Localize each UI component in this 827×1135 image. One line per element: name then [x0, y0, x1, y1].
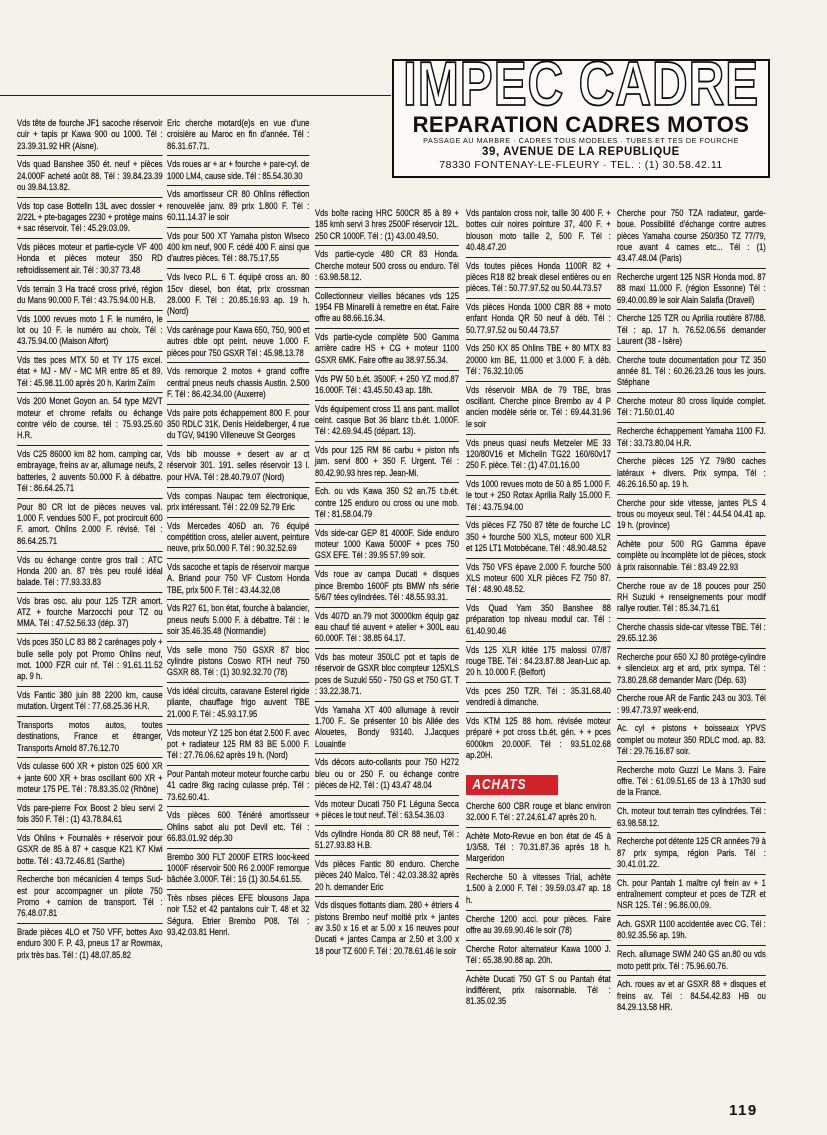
classified-ad: Vds KTM 125 88 hom. révisée moteur préparé + pot cross t.b.ét. gén. + + pces 6000km 20.000F. Tél : 93.51.02.68 ap.20H. — [466, 712, 611, 765]
classifieds-column-3 — [315, 208, 459, 960]
classified-ad: Ach. GSXR 1100 accidentée avec CG. Tél : 80.92.35.56 ap. 19h. — [617, 915, 766, 945]
classified-ad: Vds 1000 revues moto 1 F. le numéro, le lot ou 10 F. le numéro au choix. Tél : 43.75.94.00 (Maison Alfort) — [17, 310, 163, 351]
classified-ad: Vds pièces 600 Ténéré amortisseur Ohlins sabot alu pot Devil etc. Tél : 66.83.01.92 dép.30 — [167, 806, 309, 847]
classified-ad: Vds bras osc. alu pour 125 TZR amort. ATZ + fourche Marzocchi pour TZ ou MMA. Tél : 47.52.56.33 (dép. 37) — [17, 592, 163, 633]
classified-ad: Vds pantalon cross noir, taille 30 400 F. + bottes cuir noires pointure 37, 400 F. + blouson moto taille 2, 500 F. Tél : 40.48.47.20 — [466, 208, 611, 253]
classified-ad: Ch. pour Pantah 1 maître cyl frein av + 1 entraînement compteur et pces de TZR et NSR 125. Tél : 96.86.00.09. — [617, 874, 766, 915]
classified-ad: Cherche pour 750 TZA radiateur, garde-boue. Possibilité d'échange contre autres pièces Yamaha course 250/350 TZ 77/79, roue avant 4 cames etc... Tél : (1) 43.47.48.04 (Paris) — [617, 208, 766, 265]
classified-ad: Vds 250 KX 85 Ohlins TBE + 80 MTX 83 20000 km BE, 11.000 et 3.000 F. à déb. Tél : 76.32.10.05 — [466, 339, 611, 380]
classified-ad: Achète Ducati 750 GT S ou Pantah état indifférent, prix raisonnable. Tél : 81.35.02.35 — [466, 970, 611, 1011]
classified-ad: Vds moteur Ducati 750 F1 Léguna Secca + pièces le tout neuf. Tél : 63.54.36.03 — [315, 795, 459, 825]
classified-ad: Cherche toute documentation pour TZ 350 année 81. Tél : 60.26.23.26 tous les jours. Stéphane — [617, 351, 766, 392]
advertisement-city-phone: 78330 FONTENAY-LE-FLEURY · TEL. : (1) 30.58.42.11 — [439, 159, 723, 171]
classified-ad: Vds compas Naupac tem électronique, prix intéressant. Tél : 22.09 52.79 Eric — [167, 487, 309, 517]
advertiser-logo: IMPEC CADRE — [402, 59, 760, 119]
classified-ad: Vds R27 61, bon état, fourche à balancier, pneus neufs 5.000 F. à débattre. Tél : le soir 35.46.35.48 (Normandie) — [167, 599, 309, 640]
classified-ad: Vds décors auto-collants pour 750 H272 bleu ou or 250 F. ou échange contre pièces de H2. Tél : (1) 43.47 48.04 — [315, 753, 459, 794]
classified-ad: Cherche 125 TZR ou Aprilia routière 87/88. Tél : ap. 17 h. 76.52.06.56 demander Laurent (38 - Isère) — [617, 309, 766, 350]
classified-ad: Pour Pantah moteur moteur fourche carbu 41 cadre 8kg racing culasse prép. Tél : 73.62.60.41. — [167, 765, 309, 806]
classified-ad: Recherche pot détente 125 CR années 79 à 87 prix sympa, région Paris. Tél : 30.41.01.22. — [617, 832, 766, 873]
classified-ad: Vds culasse 600 XR + piston 025 600 XR + jante 600 XR + bras oscillant 600 XR + moteur 175 PE. Tél : 78.83.35.02 (Rhône) — [17, 757, 163, 798]
classified-ad: Vds moteur YZ 125 bon état 2.500 F. avec pot + radiateur 125 RM 83 BE 5.000 F. Tél : 27.76.06.62 après 19 h. (Nord) — [167, 724, 309, 765]
classified-ad: Cherche roue AR de Fantic 243 ou 303. Tél : 99.47.73.97 week-end. — [617, 689, 766, 719]
classified-ad: Collectionneur vieilles bécanes vds 125 1954 FB Minarelli à remettre en état. Faire offre au 88.66.16.34. — [315, 287, 459, 328]
classified-ad: Cherche Rotor alternateur Kawa 1000 J. Tél : 65.38.90.88 ap. 20h. — [466, 940, 611, 970]
classified-ad: Ac. cyl + pistons + boisseaux YPVS complet ou moteur 350 RDLC mod. ap. 83. Tél : 29.76.16.87 soir. — [617, 719, 766, 760]
classified-ad: Vds Mercedes 406D an. 76 équipé compétition cross, atelier auvent, peinture neuve, prix 50.000 F. Tél : 90.32.52.69 — [167, 517, 309, 558]
classified-ad: Recherche échappement Yamaha 1100 FJ. Tél : 33.73.80.04 H.R. — [617, 422, 766, 452]
classified-ad: Vds pièces Honda 1000 CBR 88 + moto enfant Honda QR 50 neuf à déb. Tél : 50.77.97.52 ou 50.44 73.57 — [466, 298, 611, 339]
advertisement-address: 39, AVENUE DE LA REPUBLIQUE — [482, 146, 680, 158]
classifieds-column-2 — [167, 118, 309, 942]
ad-list — [17, 118, 163, 964]
classified-ad: Vds 200 Monet Goyon an. 54 type M2VT moteur et chrome refaits ou échange contre vélo de course. tél : 75.93.25.60 H.R. — [17, 392, 163, 445]
classified-ad: Vds roues ar + ar + fourche + pare-cyl. de 1000 LM4, cause side. Tél : 85.54.30.30 — [167, 155, 309, 185]
classified-ad: Cherche pour side vitesse, jantes PLS 4 trous ou moyeux seul. Tél : 44.54 04.41 ap. 19 h. (province) — [617, 494, 766, 535]
classified-ad: Vds Yamaha XT 400 allumage à revoir 1.700 F.. Se présenter 10 bis Allée des Alouetes, Bondy 93140. J.Jacques Louaintle — [315, 701, 459, 754]
classified-ad: Recherche moto Guzzi Le Mans 3. Faire offre. Tél : 61.09.51.65 de 13 à 17h30 sud de la France. — [617, 761, 766, 802]
classified-ad: Rech. allumage SWM 240 GS an.80 ou vds moto petit prix. Tél : 75.96.60.76. — [617, 945, 766, 975]
classified-ad: Vds Quad Yam 350 Banshee 88 préparation top niveau modul car. Tél : 61.40.90.46 — [466, 599, 611, 640]
classified-ad: Ach. roues av et ar GSXR 88 + disques et freins av. Tél : 84.54.42.83 HB ou 84.29.13.58 HR. — [617, 975, 766, 1016]
impec-cadre-advertisement — [392, 59, 770, 178]
classified-ad: Vds PW 50 b.ét. 3500F. + 250 YZ mod.87 16.000F. Tél : 43.45.50.43 ap. 18h. — [315, 370, 459, 400]
classified-ad: Brembo 300 FLT 2000F ETRS looc-keed 1000F réservoir 500 R6 2.000F remorque bâchée 3.000F. Tél : 16 (1) 30.54.61.55. — [167, 848, 309, 889]
classified-ad: Vds carénage pour Kawa 650, 750, 900 et autres dble opt peint. neuve 1.000 F. pièces pour 750 GSXR Tél : 45.98.13.78 — [167, 321, 309, 362]
classified-ad: Achète Moto-Revue en bon état de 45 à 1/3/58. Tél : 70.31.87.36 après 18 h. Margeridon — [466, 827, 611, 868]
classified-ad: Vds remorque 2 motos + grand coffre central pneus neufs chassis Austin. 2.500 F. Tél : 86.42.34.00 (Auxerre) — [167, 362, 309, 403]
classified-ad: Vds C25 86000 km 82 hom. camping car, embrayage, freins av ar, allumage neufs, 2 batteries, 2 auvents 50.000 F. à débattre. Tél : 86.64.25.71 — [17, 445, 163, 498]
classified-ad: Vds terrain 3 Ha tracé cross privé, région du Mans 90.000 F. Tél : 43.75.94.00 H.B. — [17, 280, 163, 310]
classified-ad: Vds équipement cross 11 ans pant. maillot ceint. casque Bot 36 blanc t.b.ét. 1.000F. Tél : 42.69.94.45 (départ. 13). — [315, 400, 459, 441]
classified-ad: Vds cylindre Honda 80 CR 88 neuf, Tél : 51.27.93.83 H.B. — [315, 825, 459, 855]
classified-ad: Eric cherche motard(e)s en vue d'une croisière au Maroc en fin d'année. Tél : 86.31.67.71. — [167, 118, 310, 152]
classified-ad: Cherche 600 CBR rouge et blanc environ 32.000 F. Tél : 27.24.61.47 après 20 h. — [466, 800, 611, 823]
classified-ad: Vds 1000 revues moto de 50 à 85 1.000 F. le tout + 250 Rotax Aprilia Rally 15.000 F. Tél : 43.75.94.00 — [466, 475, 611, 516]
classified-ad: Vds réservoir MBA de 79 TBE, bras oscillant. Cherche pince Brembo av 4 P ancien modèle série or. Tél : 69.44.31.96 le soir — [466, 381, 611, 434]
ad-list — [466, 208, 611, 765]
page-number: 119 — [729, 1102, 758, 1119]
classified-ad: Vds quad Banshee 350 ét. neuf + pièces 24.000F acheté août 88. Tél : 39.84.23.39 ou 39.84.13.82. — [17, 155, 163, 196]
classified-ad: Vds Ohlins + Fournalès + réservoir pour GSXR de 85 à 87 + casque K21 K7 Kiwi botte. Tél : 43.72.46.81 (Sarthe) — [17, 829, 163, 870]
classified-ad: Vds partie-cycle complète 500 Gamma arrière cadre HS + CG + moteur 1100 GSXR 6MK. Faire offre au 38.97.55.34. — [315, 328, 459, 369]
classified-ad: Vds bas moteur 350LC pot et tapis de réservoir de GSXR bloc compteur 125XLS pces de Suzuki 550 - 750 GS et 750 GT. T : 33.22.38.71. — [315, 648, 459, 701]
classified-ad: Cherche roue av de 18 pouces pour 250 RH Suzuki + renseignements pour modif rallye routier. Tél : 85.34.71.61 — [617, 577, 766, 618]
classifieds-column-5 — [617, 208, 766, 1017]
classified-ad: Recherche pour 650 XJ 80 protège-cylindre + silencieux arg et ard, prix sympa. Tél : 73.80.28.68 demander Marc (Dép. 63) — [617, 648, 766, 689]
classified-ad: Cherche pièces 125 YZ 79/80 caches latéraux + divers. Prix sympa. Tél : 46.26.16.50 ap. 19 h. — [617, 452, 766, 493]
ad-list — [617, 208, 766, 1017]
classified-ad: Vds boîte racing HRC 500CR 85 à 89 + 185 kmh servi 3 hres 2500F réservoir 12L. 250 CR 1000F. Tél : (1) 43.00.49.50. — [315, 208, 459, 242]
ad-list — [167, 118, 309, 942]
classified-ad: Vds roue av campa Ducati + disques pince Brembo 1600F pts BMW nfs série 5/6/7 tées cylindrées. Tél : 48.55.93.31. — [315, 565, 459, 606]
classified-ad: Vds Iveco P.L. 6 T. équipé cross an. 80 15cv diesel, bon état, prix crossman 28.000 F. Tél : 20.85.16.93 ap. 19 h. (Nord) — [167, 268, 309, 321]
classified-ad: Vds pour 500 XT Yamaha piston Wiseco 400 km neuf, 900 F. cédé 400 F. ainsi que d'autres pièces. Tél : 88.75.17.55 — [167, 227, 309, 268]
ad-list — [315, 208, 459, 960]
classified-ad: Vds paire pots échappement 800 F. pour 350 RDLC 31K. Denis Heidelberger, 4 rue du TGV, 94190 Villeneuve St Georges — [167, 404, 309, 445]
classified-ad: Vds pces 250 TZR. Tél : 35.31.68.40 vendredi à dimanche. — [466, 682, 611, 712]
classified-ad: Vds amortisseur CR 80 Ohlins réflection renouvelée janv. 89 prix 1.800 F. Tél : 60.11.14.37 le soir — [167, 185, 309, 226]
classified-ad: Recherche urgent 125 NSR Honda mod. 87 88 maxi 11.000 F. (région Essonne) Tél : 69.40.00.89 le soir Alain Salafia (Draveil) — [617, 268, 766, 309]
classifieds-column-1 — [17, 118, 163, 964]
classified-ad: Vds side-car GEP 81 4000F. Side enduro moteur 1000 Kawa 5000F + pces 750 GSX EFE. Tél : 39.95 57.99 soir. — [315, 524, 459, 565]
classified-ad: Vds idéal circuits, caravane Esterel rigide pliante, chauffage frigo auvent TBE 21.000 F. Tél : 45.93.17.95 — [167, 682, 309, 723]
classified-ad: Vds top case Bottelin 13L avec dossier + 2/22L + pte-bagages 2230 + protège mains + sac réservoir. Tél : 45.29.03.09. — [17, 197, 163, 238]
classified-ad: Vds tête de fourche JF1 sacoche réservoir cuir + tapis pr Kawa 900 ou 1000. Tél : 23.39.31.92 HR (Aisne). — [17, 118, 163, 152]
classified-ad: Cherche chassis side-car vitesse TBE. Tél : 29.65.12.36 — [617, 618, 766, 648]
classified-ad: Vds Fantic 380 juin 88 2200 km, cause mutation. Urgent Tél : 77.68.25.36 H.R. — [17, 686, 163, 716]
classified-ad: Vds ou échange contre gros trail : ATC Honda 200 an. 87 très peu roulé idéal balade. Tél : 77.93.33.83 — [17, 551, 163, 592]
classified-ad: Cherche 1200 acci. pour pièces. Faire offre au 39.69.90.46 le soir (78) — [466, 910, 611, 940]
classified-ad: Vds pièces FZ 750 87 tête de fourche LC 350 + fourche 500 XLS, moteur 600 XLR et 125 LT1 Motobécane. Tél : 48.90.48.52 — [466, 516, 611, 557]
classified-ad: Vds 750 VFS épave 2.000 F. fourche 500 XLS moteur 600 XLR pièces FZ 750 87. Tél : 48.90.48.52. — [466, 558, 611, 599]
classified-ad: Vds pour 125 RM 86 carbu + piston nfs jam. servi 800 + 350 F. Urgent. Tél : 80.42.90.93 hres rep. Jean-Mi. — [315, 441, 459, 482]
classified-ad: Très nbses pièces EFE blousons Japa noir T.52 et 42 pantalons cuir T. 48 et 32 Ségura. Etrier Brembo P08. Tél : 93.42.03.81 Henri. — [167, 889, 309, 942]
classified-ad: Achète pour 500 RG Gamma épave complète ou incomplète lot de pièces, stock à prix raisonnable. Tél : 83.49 22.93 — [617, 535, 766, 576]
classified-ad: Vds toutes pièces Honda 1100R 82 + pièces R18 82 break diesel entières ou en pièces. Tél : 50.77.97.52 ou 50.44.73.57 — [466, 257, 611, 298]
classified-ad: Transports motos autos, toutes destinations, France et étranger, Transports Arnold 87.76.12.70 — [17, 716, 163, 757]
top-divider-rule — [0, 95, 391, 96]
classified-ad: Vds 407D an.79 mot 30000km équip gaz eau chauf tlé auvent + atelier + 300L eau 60.000F. Tél : 38.85 64.17. — [315, 607, 459, 648]
classified-ad: Vds pneus quasi neufs Metzeler ME 33 120/80V16 et Michelin TG22 160/60v17 250 F. pièce. Tél : (1) 47.01.16.00 — [466, 434, 611, 475]
classified-ad: Recherche 50 à vitesses Trial, achète 1.500 à 2.000 F. Tél : 39.59.03.47 ap. 18 h. — [466, 868, 611, 909]
classified-ad: Vds pare-pierre Fox Boost 2 bleu servi 2 fois 350 F. Tél : (1) 43.78.84.61 — [17, 799, 163, 829]
classified-ad: Recherche bon mécanicien 4 temps Sud-est pour accompagner un pilote 750 Promo + camion de transport. Tél : 76.48.07.81 — [17, 870, 163, 923]
classified-ad: Vds pièces Fantic 80 enduro. Cherche pièces 240 Maïco. Tél : 42.03.38.32 après 20 h. demander Eric — [315, 855, 459, 896]
classified-ad: Vds 125 XLR kitée 175 malossi 07/87 rouge TBE. Tél : 84.23.87.88 Jean-Luc ap. 20 h. 10.000 F. (Belfort) — [466, 641, 611, 682]
advertisement-services: PASSAGE AU MARBRE · CADRES TOUS MODELES · TUBES ET TES DE FOURCHE — [423, 136, 739, 145]
classified-ad: Pour 80 CR lot de pièces neuves val. 1.000 F. vendues 500 F., pot procircuit 600 F. amort. Ohlins 2.000 F. révisé. Tél : 86.64.25.71 — [17, 498, 163, 551]
achats-ad-list — [466, 801, 611, 1011]
classified-ad: Vds selle mono 750 GSXR 87 bloc cylindre pistons Coswo RTH neuf 750 GSXR 88. Tél : (1) 30.92.32.70 (78) — [167, 641, 309, 682]
classified-ad: Vds sacoche et tapis de réservoir marque A. Briand pour 750 VF Custom Honda TBE, prix 500 F. Tél : 43.44.32.08 — [167, 558, 309, 599]
classified-ad: Brade pièces 4LO et 750 VFF, bottes Axo enduro 300 F. P. 43, pneus 17 ar Rowmax, prix très bas. Tél : (1) 48.07.85.82 — [17, 923, 163, 964]
classified-ad: Vds pces 350 LC 83 88 2 carénages poly + bulle selle poly pot Promo Ohlins neuf, mot. 1000 FZR cuir nf. Tél : 91.61.11.52 ap. 9 h. — [17, 633, 163, 686]
advertisement-headline: REPARATION CADRES MOTOS — [412, 112, 750, 137]
classified-ad: Vds pièces moteur et partie-cycle VF 400 Honda et pièces moteur 350 RD refroidissement air. Tél : 30.37 73.48 — [17, 238, 163, 279]
classified-ad: Ech. ou vds Kawa 350 S2 an.75 t.b.ét. contre 125 enduro ou cross ou une mob. Tél : 81.58.04.79 — [315, 482, 459, 523]
classified-ad: Vds bib mousse + desert av ar ct réservoir 301. 191. selles réservoir 13 l. pour HVA. Tél : 28.40.79.07 (Nord) — [167, 445, 309, 486]
achats-section-header: ACHATS — [466, 775, 558, 795]
classified-ad: Cherche moteur 80 cross liquide complet. Tél : 71.50.01.40 — [617, 392, 766, 422]
classified-ad: Vds disques flottants diam. 280 + étriers 4 pistons Brembo neuf moitié prix + jantes av 3.50 x 16 et ar 5.00 x 16 neuves pour Ducati + jantes Campa ar 2.50 et 3.00 x 18 pour TZ 600 F. Tél : 20.78.61.46 le soir — [315, 896, 459, 960]
classifieds-column-4 — [466, 208, 611, 1011]
classified-ad: Vds ttes pces MTX 50 et TY 175 excel. état + MJ - MV - MC MR entre 85 et 89. Tél : 45.98.11.00 après 20 h. Karim Zaïm — [17, 351, 163, 392]
classified-ad: Ch. moteur tout terrain ttes cylindrées. Tél : 63.98.58.12. — [617, 802, 766, 832]
classified-ad: Vds partie-cycle 480 CR 83 Honda. Cherche moteur 500 cross ou enduro. Tél : 63.98.58.12. — [315, 245, 459, 286]
